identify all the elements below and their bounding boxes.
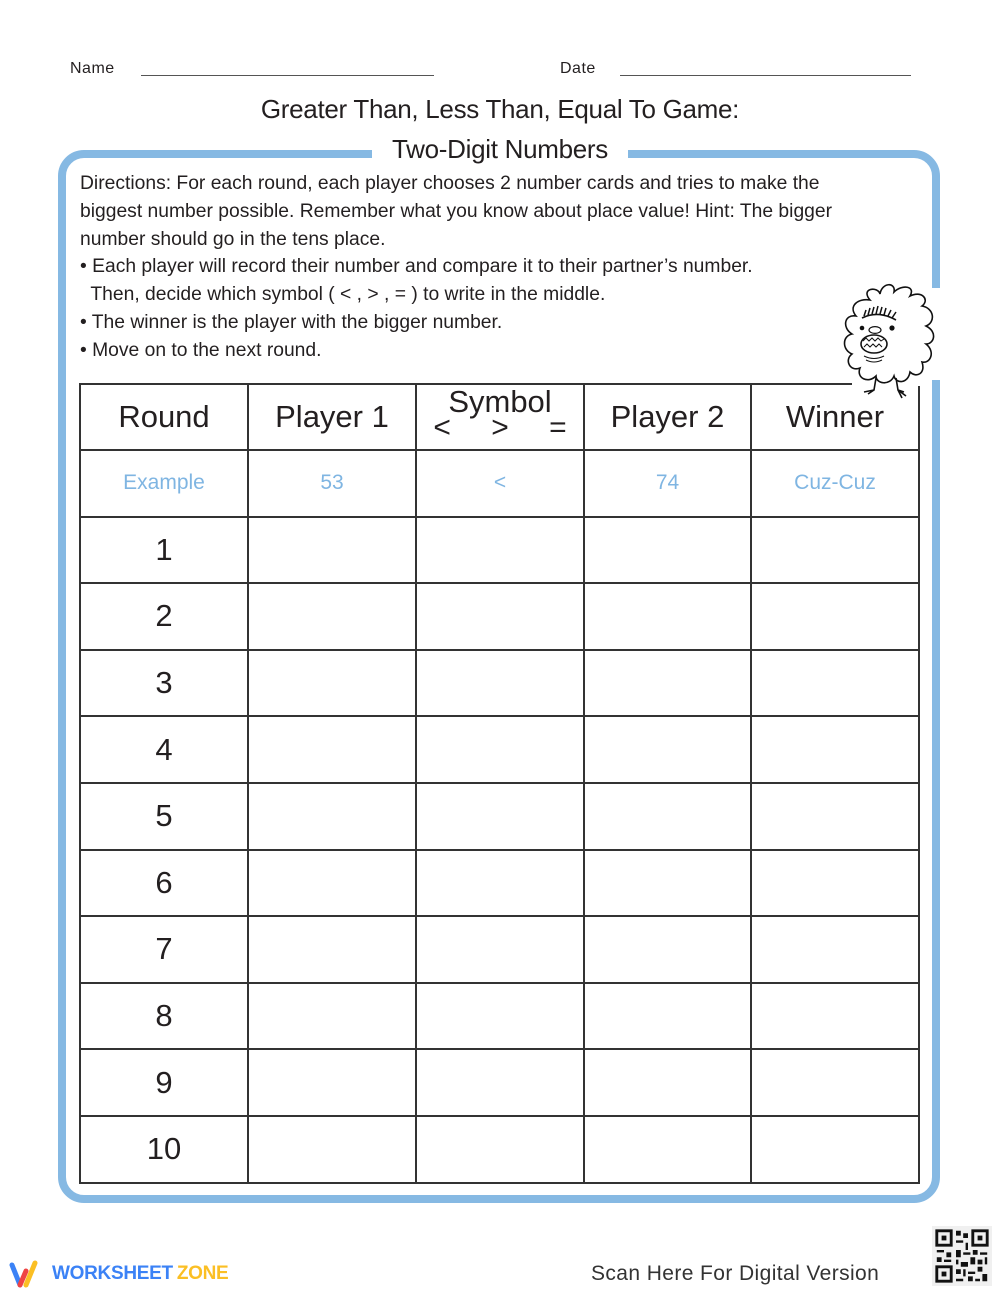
example-player1: 53 [248, 450, 416, 517]
example-player2: 74 [584, 450, 751, 517]
player1-cell[interactable] [248, 916, 416, 983]
player2-cell[interactable] [584, 850, 751, 917]
symbol-cell[interactable] [416, 983, 584, 1050]
player2-cell[interactable] [584, 517, 751, 584]
player1-cell[interactable] [248, 583, 416, 650]
player1-cell[interactable] [248, 983, 416, 1050]
header-symbol-options: < > = [433, 411, 583, 444]
winner-cell[interactable] [751, 916, 919, 983]
player2-cell[interactable] [584, 650, 751, 717]
worksheetzone-logo-icon [8, 1259, 46, 1289]
name-label: Name [70, 60, 115, 77]
table-row [80, 650, 919, 717]
directions-bullet: • Move on to the next round. [80, 339, 322, 361]
table-row [80, 716, 919, 783]
symbol-cell[interactable] [416, 1049, 584, 1116]
directions [80, 170, 940, 365]
round-number: 10 [80, 1116, 248, 1183]
winner-cell[interactable] [751, 1049, 919, 1116]
player2-cell[interactable] [584, 983, 751, 1050]
player1-cell[interactable] [248, 716, 416, 783]
table-row [80, 916, 919, 983]
table-row [80, 983, 919, 1050]
player1-cell[interactable] [248, 650, 416, 717]
winner-cell[interactable] [751, 583, 919, 650]
winner-cell[interactable] [751, 1116, 919, 1183]
symbol-cell[interactable] [416, 716, 584, 783]
player2-cell[interactable] [584, 783, 751, 850]
round-number: 2 [80, 583, 248, 650]
table-row [80, 850, 919, 917]
page-title: Greater Than, Less Than, Equal To Game: [260, 94, 740, 124]
brand-name-part1: WORKSHEET [52, 1263, 173, 1284]
player2-cell[interactable] [584, 916, 751, 983]
round-number: 4 [80, 716, 248, 783]
player1-cell[interactable] [248, 850, 416, 917]
player1-cell[interactable] [248, 517, 416, 584]
fuzzy-monster-icon [830, 278, 950, 403]
winner-cell[interactable] [751, 716, 919, 783]
winner-cell[interactable] [751, 783, 919, 850]
symbol-cell[interactable] [416, 916, 584, 983]
winner-cell[interactable] [751, 517, 919, 584]
date-label: Date [560, 60, 596, 77]
player2-cell[interactable] [584, 1049, 751, 1116]
winner-cell[interactable] [751, 983, 919, 1050]
round-number: 5 [80, 783, 248, 850]
player2-cell[interactable] [584, 583, 751, 650]
table-row [80, 583, 919, 650]
symbol-cell[interactable] [416, 650, 584, 717]
table-row [80, 517, 919, 584]
round-number: 9 [80, 1049, 248, 1116]
header-player2: Player 2 [584, 384, 751, 450]
round-number: 3 [80, 650, 248, 717]
header-symbol [416, 384, 584, 450]
round-number: 8 [80, 983, 248, 1050]
example-round: Example [80, 450, 248, 517]
player2-cell[interactable] [584, 716, 751, 783]
winner-cell[interactable] [751, 650, 919, 717]
example-winner: Cuz-Cuz [751, 450, 919, 517]
brand-logo[interactable] [8, 1258, 228, 1290]
name-date-row [0, 58, 1000, 82]
player1-cell[interactable] [248, 1049, 416, 1116]
directions-line: biggest number possible. Remember what you know about place value! Hint: The bigger [80, 200, 833, 222]
round-number: 6 [80, 850, 248, 917]
header-player1: Player 1 [248, 384, 416, 450]
header-winner: Winner [751, 384, 919, 450]
directions-bullet: • The winner is the player with the bigger number. [80, 311, 503, 333]
subtitle-wrap [0, 132, 1000, 166]
winner-cell[interactable] [751, 850, 919, 917]
directions-line: Directions: For each round, each player chooses 2 number cards and tries to make the [80, 173, 820, 194]
table-row [80, 1116, 919, 1183]
date-field[interactable] [620, 75, 911, 76]
symbol-cell[interactable] [416, 583, 584, 650]
directions-bullet-cont: Then, decide which symbol ( < , > , = ) to write in the middle. [80, 284, 606, 306]
player2-cell[interactable] [584, 1116, 751, 1183]
player1-cell[interactable] [248, 1116, 416, 1183]
symbol-cell[interactable] [416, 1116, 584, 1183]
symbol-cell[interactable] [416, 850, 584, 917]
round-number: 7 [80, 916, 248, 983]
table-row [80, 783, 919, 850]
page-subtitle: Two-Digit Numbers [372, 132, 628, 166]
score-table [79, 383, 920, 1184]
table-header-row [80, 384, 919, 450]
header-round: Round [80, 384, 248, 450]
round-number: 1 [80, 517, 248, 584]
player1-cell[interactable] [248, 783, 416, 850]
name-field[interactable] [141, 75, 434, 76]
example-row [80, 450, 919, 517]
symbol-cell[interactable] [416, 517, 584, 584]
brand-name-part2: ZONE [176, 1263, 229, 1284]
directions-line: number should go in the tens place. [80, 228, 386, 250]
symbol-cell[interactable] [416, 783, 584, 850]
qr-code-icon[interactable] [932, 1226, 992, 1286]
scan-caption: Scan Here For Digital Version [591, 1262, 880, 1285]
directions-bullet: • Each player will record their number and compare it to their partner’s number. [80, 256, 753, 278]
table-row [80, 1049, 919, 1116]
header-symbol-label: Symbol [448, 384, 552, 419]
example-symbol: < [416, 450, 584, 517]
